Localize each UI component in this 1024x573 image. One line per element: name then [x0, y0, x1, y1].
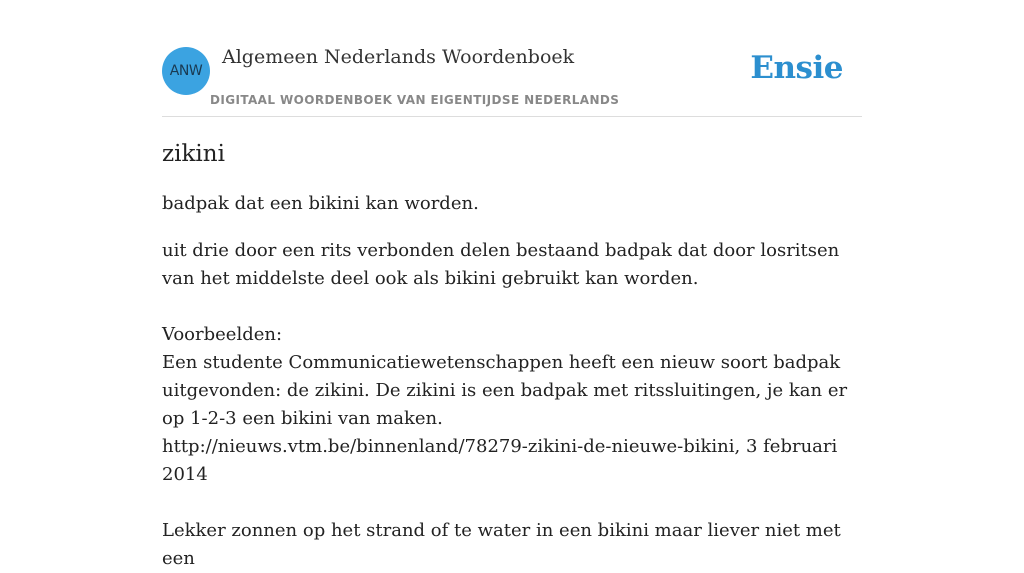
entry-content — [162, 138, 862, 573]
ensie-brand-logo[interactable]: Ensie — [750, 50, 843, 86]
example-text: Een studente Communicatiewetenschappen heeft een nieuw soort badpak uitgevonden: de zikini. De zikini is een badpak met ritssluitingen, je kan er op 1-2-3 een bikini van maken. — [162, 352, 848, 429]
site-header — [162, 40, 862, 117]
examples-label: Voorbeelden: — [162, 324, 283, 345]
example-source: http://nieuws.vtm.be/binnenland/78279-zikini-de-nieuwe-bikini, 3 februari 2014 — [162, 436, 838, 485]
site-title[interactable]: Algemeen Nederlands Woordenboek — [222, 46, 575, 68]
examples-section — [162, 321, 862, 573]
site-subtitle: DIGITAAL WOORDENBOEK VAN EIGENTIJDSE NEDERLANDS — [210, 93, 620, 107]
short-definition: badpak dat een bikini kan worden. — [162, 193, 479, 214]
example-text-2: Lekker zonnen op het strand of te water in een bikini maar liever niet met een — [162, 520, 841, 569]
example-spacer — [162, 489, 862, 517]
anw-logo[interactable] — [162, 47, 210, 95]
long-definition: uit drie door een rits verbonden delen bestaand badpak dat door losritsen van het middelste deel ook als bikini gebruikt kan worden. — [162, 240, 840, 289]
headword: zikini — [162, 141, 225, 167]
logo-text: ANW — [169, 63, 203, 79]
